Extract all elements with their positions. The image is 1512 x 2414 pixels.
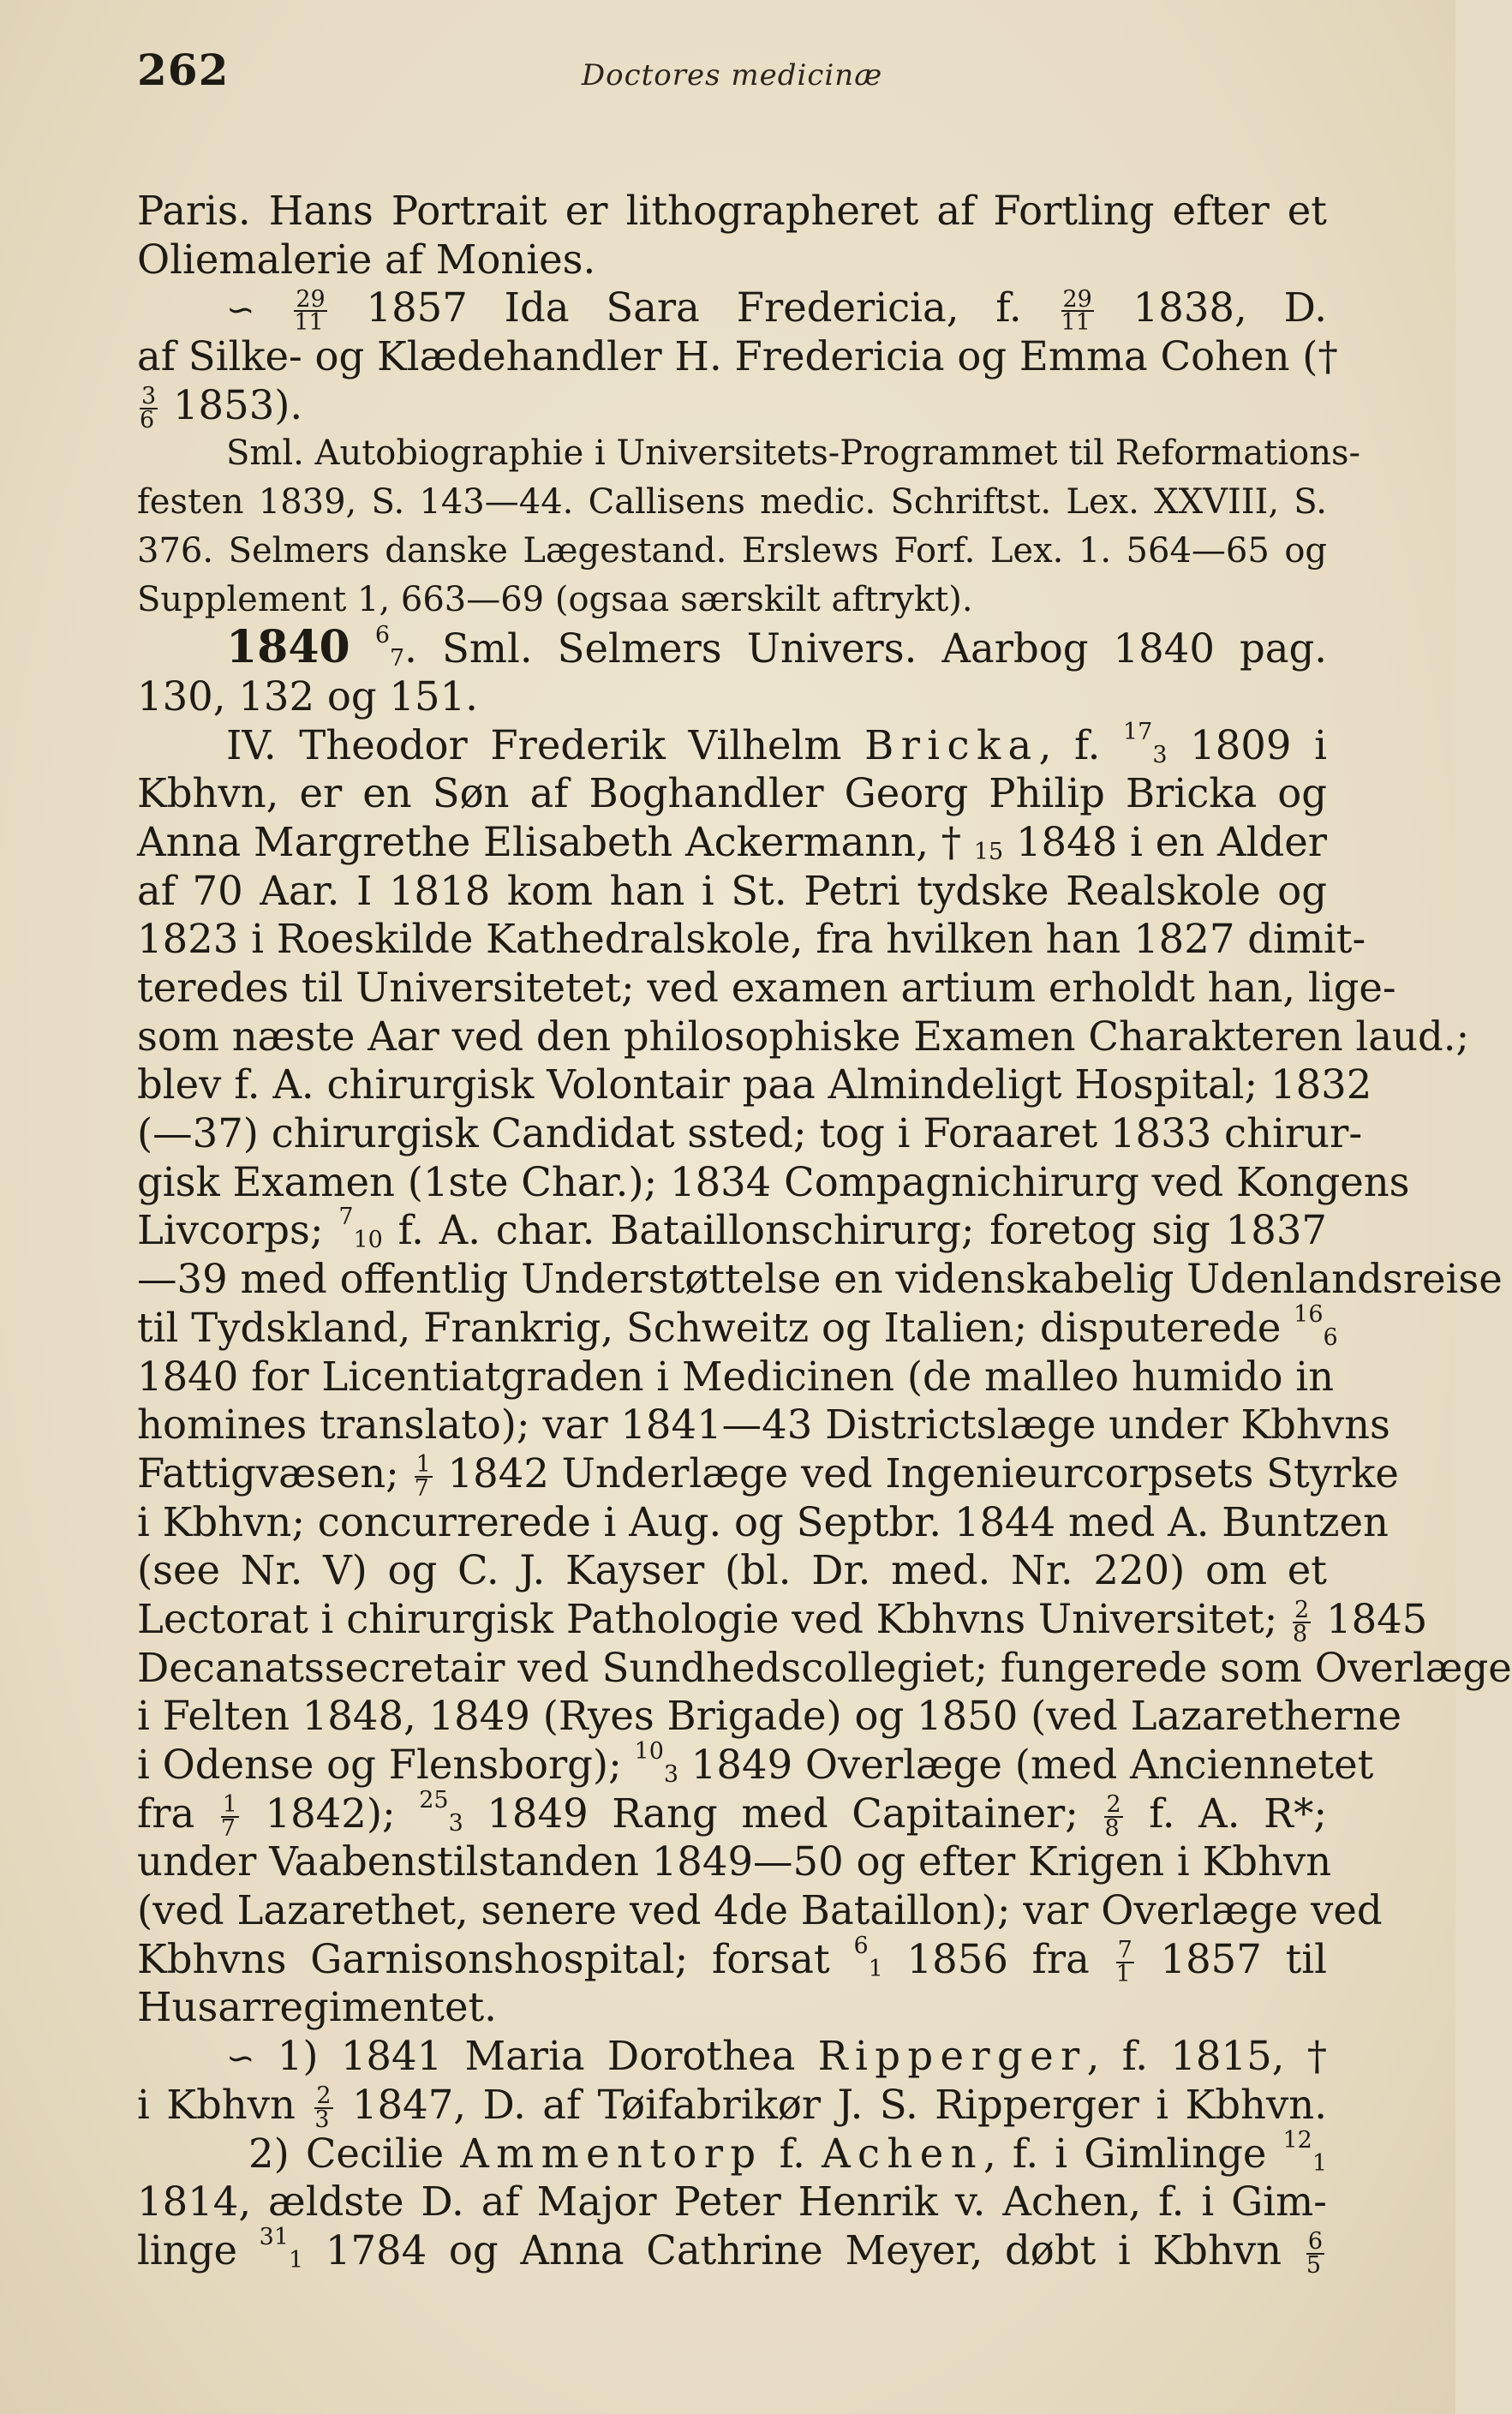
fraction-denominator: 5 xyxy=(1306,2251,1321,2279)
text-line: festen 1839, S. 143—44. Callisens medic. Schriftst. Lex. XXVIII, S. xyxy=(137,482,1327,523)
text-line: Husarregimentet. xyxy=(137,1984,497,2031)
text-line: 2) Cecilie Ammentorp f. Achen, f. i Gimlinge $^{12}_1$ xyxy=(248,2126,1327,2177)
page-header xyxy=(137,45,1327,105)
fraction xyxy=(1306,2228,1324,2279)
date-supsub xyxy=(1282,2126,1328,2177)
fraction-denominator: 7 xyxy=(414,1474,429,1502)
fraction-numerator: 1 xyxy=(222,1791,237,1819)
text-line: Supplement 1, 663—69 (ogsaa særskilt aftrykt). xyxy=(137,579,973,619)
text-line: gisk Examen (1ste Char.); 1834 Compagnichirurg ved Kongens xyxy=(137,1158,1410,1205)
spouse-maiden-name: Achen xyxy=(822,2130,983,2177)
superscript: 7 xyxy=(338,1204,354,1231)
superscript: 25 xyxy=(419,1786,449,1813)
fraction xyxy=(314,2082,332,2133)
subscript: 3 xyxy=(663,1761,679,1789)
text-line: 130, 132 og 151. xyxy=(137,672,478,720)
fraction xyxy=(294,285,326,337)
subscript: 1 xyxy=(289,2246,304,2274)
text-line: IV. Theodor Frederik Vilhelm Bricka, f. $^{17}_3$ 1809 i xyxy=(226,718,1327,768)
fraction-denominator: 6 xyxy=(140,406,155,433)
fraction xyxy=(1293,1599,1311,1645)
text-line: homines translato); var 1841—43 Districtslæge under Kbhvns xyxy=(137,1401,1390,1449)
text-line: i Odense og Flensborg); $^{10}_3$ 1849 Overlæge (med Anciennetet xyxy=(137,1738,1374,1789)
date-supsub xyxy=(634,1738,679,1789)
fraction-numerator: 7 xyxy=(1117,1937,1133,1964)
text-line: Sml. Autobiographie i Universitets-Programmet til Reformations- xyxy=(226,433,1361,474)
text-line: Lectorat i chirurgisk Pathologie ved Kbhvns Universitet; $\frac{2}{8}$ 1845 xyxy=(137,1595,1428,1647)
fraction-denominator: 3 xyxy=(314,2106,330,2133)
fraction-denominator: 7 xyxy=(220,1814,236,1842)
fraction-numerator: 2 xyxy=(1294,1597,1310,1624)
superscript: 6 xyxy=(374,622,390,649)
text-line: ∽ $\frac{29}{11}$ 1857 Ida Sara Fredericia, f. $\frac{29}{11}$ 1838, D. xyxy=(226,284,1328,337)
superscript: 6 xyxy=(853,1932,869,1959)
entry-numeral: IV. xyxy=(226,721,277,768)
subscript: 7 xyxy=(389,645,405,672)
text-line: 1814, ældste D. af Major Peter Henrik v. Achen, f. i Gim- xyxy=(137,2178,1327,2226)
subscript: 10 xyxy=(353,1227,383,1254)
fraction xyxy=(1104,1791,1122,1842)
subscript: 3 xyxy=(448,1809,463,1837)
fraction-numerator: 3 xyxy=(141,383,157,410)
text-line: teredes til Universitetet; ved examen artium erholdt han, lige- xyxy=(137,965,1396,1011)
text-line: som næste Aar ved den philosophiske Examen Charakteren laud.; xyxy=(137,1013,1470,1060)
running-head: Doctores medicinæ xyxy=(581,58,883,93)
date-supsub xyxy=(338,1204,383,1254)
fraction xyxy=(140,385,158,431)
text-line: Paris. Hans Portrait er lithographeret af Fortling efter et xyxy=(137,188,1327,234)
subscript: 15 xyxy=(973,838,1004,865)
fraction-numerator: 29 xyxy=(1062,285,1092,313)
fraction-denominator: 11 xyxy=(294,309,324,337)
text-line: 1823 i Roeskilde Kathedralskole, fra hvilken han 1827 dimit- xyxy=(137,916,1366,963)
text-line: i Kbhvn $\frac{2}{3}$ 1847, D. af Tøifabrikør J. S. Ripperger i Kbhvn. xyxy=(137,2081,1327,2133)
date-supsub xyxy=(974,819,1003,865)
text-line: 1840 $^6_7$. Sml. Selmers Univers. Aarbog 1840 pag. xyxy=(226,621,1328,674)
subscript: 1 xyxy=(868,1955,883,1982)
subscript: 6 xyxy=(1323,1324,1338,1351)
text-line: Livcorps; $^7_{10}$ f. A. char. Bataillonschirurg; foretog sig 1837 xyxy=(137,1204,1327,1254)
text-line: til Tydskland, Frankrig, Schweitz og Italien; disputerede $^{16}_6$ xyxy=(137,1300,1338,1351)
subscript: 1 xyxy=(1312,2149,1327,2177)
date-supsub xyxy=(419,1786,463,1837)
superscript: 17 xyxy=(1123,718,1153,745)
fraction-denominator: 8 xyxy=(1104,1814,1120,1842)
fraction-denominator: 8 xyxy=(1293,1620,1308,1647)
year-heading: 1840 xyxy=(226,621,350,674)
spouse-surname: Ammentorp xyxy=(460,2130,763,2177)
text-line: af Silke- og Klædehandler H. Fredericia og Emma Cohen († xyxy=(137,333,1338,380)
subscript: 3 xyxy=(1152,741,1168,768)
text-line: (see Nr. V) og C. J. Kayser (bl. Dr. med. Nr. 220) om et xyxy=(137,1547,1327,1594)
text-line: 376. Selmers danske Lægestand. Erslews Forf. Lex. 1. 564—65 og xyxy=(137,530,1327,571)
fraction-numerator: 2 xyxy=(1106,1791,1121,1819)
marriage-symbol: ∽ xyxy=(226,290,255,331)
marriage-symbol: ∽ xyxy=(226,2039,255,2079)
superscript: 31 xyxy=(259,2223,289,2250)
text-line: under Vaabenstilstanden 1849—50 og efter Krigen i Kbhvn xyxy=(137,1838,1332,1885)
fraction-numerator: 2 xyxy=(316,2082,332,2110)
text-line: Anna Margrethe Elisabeth Ackermann, † $_{15}$ 1848 i en Alder xyxy=(137,818,1327,865)
text-line: 1840 for Licentiatgraden i Medicinen (de malleo humido in xyxy=(137,1353,1335,1400)
fraction-numerator: 29 xyxy=(296,285,326,313)
text-line: —39 med offentlig Understøttelse en videnskabelig Udenlandsreise xyxy=(137,1256,1503,1303)
fraction xyxy=(414,1451,433,1502)
superscript: 16 xyxy=(1294,1300,1324,1328)
text-line: af 70 Aar. I 1818 kom han i St. Petri tydske Realskole og xyxy=(137,867,1327,914)
text-line: Kbhvns Garnisonshospital; forsat $^6_1$ 1856 fra $\frac{7}{1}$ 1857 til xyxy=(137,1932,1327,1987)
date-supsub xyxy=(259,2223,304,2274)
superscript: 10 xyxy=(634,1738,664,1766)
fraction xyxy=(1116,1939,1134,1985)
text-line: Fattigvæsen; $\frac{1}{7}$ 1842 Underlæge ved Ingenieurcorpsets Styrke xyxy=(137,1449,1399,1502)
text-line: (ved Lazarethet, senere ved 4de Bataillon); var Overlæge ved xyxy=(137,1887,1383,1934)
text-line: Kbhvn, er en Søn af Boghandler Georg Philip Bricka og xyxy=(137,770,1327,817)
text-line: Decanatssecretair ved Sundhedscollegiet; fungerede som Overlæge xyxy=(137,1644,1512,1691)
text-line: $\frac{3}{6}$ 1853). xyxy=(140,381,303,433)
date-supsub xyxy=(853,1932,883,1982)
fraction-numerator: 6 xyxy=(1307,2228,1323,2256)
body-text xyxy=(137,187,1512,2279)
text-line: linge $^{31}_1$ 1784 og Anna Cathrine Meyer, døbt i Kbhvn $\frac{6}{5}$ xyxy=(137,2223,1323,2279)
text-line: (—37) chirurgisk Candidat ssted; tog i Foraaret 1833 chirur- xyxy=(137,1110,1363,1157)
date-supsub xyxy=(1294,1300,1338,1351)
date-supsub xyxy=(374,622,405,672)
text-line: i Felten 1848, 1849 (Ryes Brigade) og 1850 (ved Lazaretherne xyxy=(137,1693,1402,1740)
fraction xyxy=(1061,285,1094,337)
text-line: i Kbhvn; concurrerede i Aug. og Septbr. 1844 med A. Buntzen xyxy=(137,1498,1389,1545)
entry-surname: Bricka xyxy=(864,721,1039,768)
text-line: fra $\frac{1}{7}$ 1842); $^{25}_3$ 1849 Rang med Capitainer; $\frac{2}{8}$ f. A. R*; xyxy=(137,1786,1327,1842)
fraction xyxy=(220,1791,239,1842)
fraction-denominator: 11 xyxy=(1061,309,1091,337)
page-number: 262 xyxy=(137,45,230,95)
fraction-denominator: 1 xyxy=(1115,1960,1131,1987)
fraction-numerator: 1 xyxy=(415,1451,431,1479)
text-line: ∽ 1) 1841 Maria Dorothea Ripperger, f. 1815, † xyxy=(226,2033,1327,2080)
spouse-surname: Ripperger xyxy=(817,2033,1087,2080)
date-supsub xyxy=(1123,718,1168,768)
text-line: blev f. A. chirurgisk Volontair paa Almindeligt Hospital; 1832 xyxy=(137,1061,1372,1108)
superscript: 12 xyxy=(1282,2126,1312,2154)
text-line: Oliemalerie af Monies. xyxy=(137,236,596,283)
